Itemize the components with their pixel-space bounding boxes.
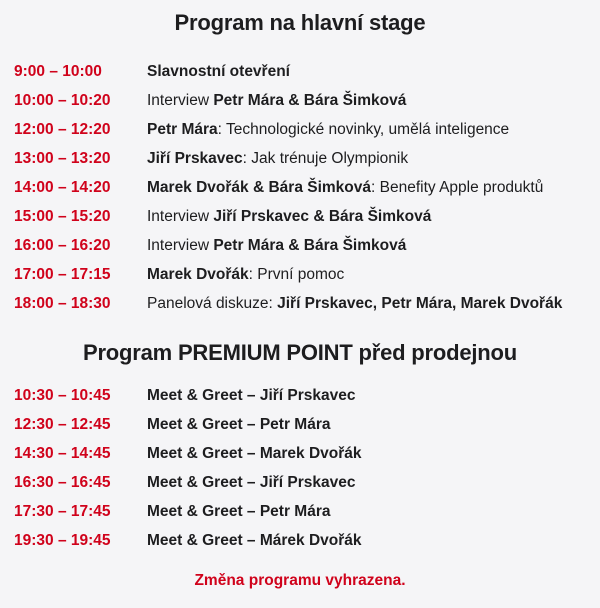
speaker-name: Slavnostní otevření	[147, 63, 290, 80]
schedule-row	[0, 381, 600, 410]
description-text: : Jak trénuje Olympionik	[242, 150, 409, 167]
speaker-name: Marek Dvořák & Bára Šimková	[147, 179, 372, 196]
schedule-row	[0, 260, 600, 289]
schedule-time: 10:00 – 10:20	[14, 92, 111, 109]
schedule-row	[0, 115, 600, 144]
schedule-description	[147, 231, 406, 260]
main-stage-title: Program na hlavní stage	[174, 10, 426, 35]
schedule-row	[0, 231, 600, 260]
schedule-description	[147, 173, 543, 202]
schedule-row	[0, 526, 600, 555]
schedule-row	[0, 497, 600, 526]
schedule-time: 17:30 – 17:45	[14, 503, 111, 520]
speaker-name: Jiří Prskavec & Bára Šimková	[213, 208, 432, 225]
description-text: Interview	[147, 237, 214, 254]
schedule-time: 16:00 – 16:20	[14, 237, 111, 254]
schedule-description	[147, 468, 356, 497]
schedule-time: 14:30 – 14:45	[14, 445, 111, 462]
main-stage-schedule	[0, 57, 600, 318]
schedule-row	[0, 57, 600, 86]
schedule-row	[0, 173, 600, 202]
speaker-name: Meet & Greet – Petr Mára	[147, 416, 331, 433]
description-text: : Technologické novinky, umělá inteligence	[217, 121, 510, 138]
speaker-name: Meet & Greet – Marek Dvořák	[147, 445, 362, 462]
schedule-time: 18:00 – 18:30	[14, 295, 111, 312]
schedule-description	[147, 202, 431, 231]
program-change-note: Změna programu vyhrazena.	[194, 572, 406, 589]
schedule-row	[0, 86, 600, 115]
schedule-description	[147, 86, 406, 115]
speaker-name: Petr Mára & Bára Šimková	[213, 92, 407, 109]
schedule-description	[147, 260, 344, 289]
schedule-time: 17:00 – 17:15	[14, 266, 111, 283]
schedule-time: 14:00 – 14:20	[14, 179, 111, 196]
description-text: Panelová diskuze:	[147, 295, 278, 312]
schedule-row	[0, 202, 600, 231]
schedule-time: 19:30 – 19:45	[14, 532, 111, 549]
premium-point-title: Program PREMIUM POINT před prodejnou	[82, 340, 518, 365]
description-text: Interview	[147, 208, 214, 225]
schedule-time: 10:30 – 10:45	[14, 387, 111, 404]
schedule-row	[0, 468, 600, 497]
schedule-description	[147, 526, 362, 555]
schedule-row	[0, 439, 600, 468]
schedule-time: 12:00 – 12:20	[14, 121, 111, 138]
schedule-description	[147, 289, 562, 318]
speaker-name: Marek Dvořák	[147, 266, 249, 283]
speaker-name: Jiří Prskavec, Petr Mára, Marek Dvořák	[277, 295, 563, 312]
description-text: : První pomoc	[248, 266, 345, 283]
speaker-name: Jiří Prskavec	[147, 150, 243, 167]
schedule-row	[0, 289, 600, 318]
schedule-time: 15:00 – 15:20	[14, 208, 111, 225]
schedule-time: 9:00 – 10:00	[14, 63, 102, 80]
schedule-time: 12:30 – 12:45	[14, 416, 111, 433]
schedule-description	[147, 410, 331, 439]
speaker-name: Meet & Greet – Petr Mára	[147, 503, 331, 520]
premium-point-schedule	[0, 381, 600, 555]
speaker-name: Meet & Greet – Jiří Prskavec	[147, 474, 356, 491]
schedule-time: 16:30 – 16:45	[14, 474, 111, 491]
schedule-description	[147, 439, 362, 468]
speaker-name: Meet & Greet – Jiří Prskavec	[147, 387, 356, 404]
speaker-name: Petr Mára	[147, 121, 218, 138]
speaker-name: Meet & Greet – Márek Dvořák	[147, 532, 362, 549]
description-text: : Benefity Apple produktů	[371, 179, 544, 196]
schedule-time: 13:00 – 13:20	[14, 150, 111, 167]
description-text: Interview	[147, 92, 214, 109]
schedule-description	[147, 115, 509, 144]
schedule-row	[0, 410, 600, 439]
schedule-description	[147, 497, 331, 526]
speaker-name: Petr Mára & Bára Šimková	[213, 237, 407, 254]
schedule-row	[0, 144, 600, 173]
schedule-description	[147, 381, 356, 410]
schedule-description	[147, 57, 290, 86]
schedule-description	[147, 144, 408, 173]
